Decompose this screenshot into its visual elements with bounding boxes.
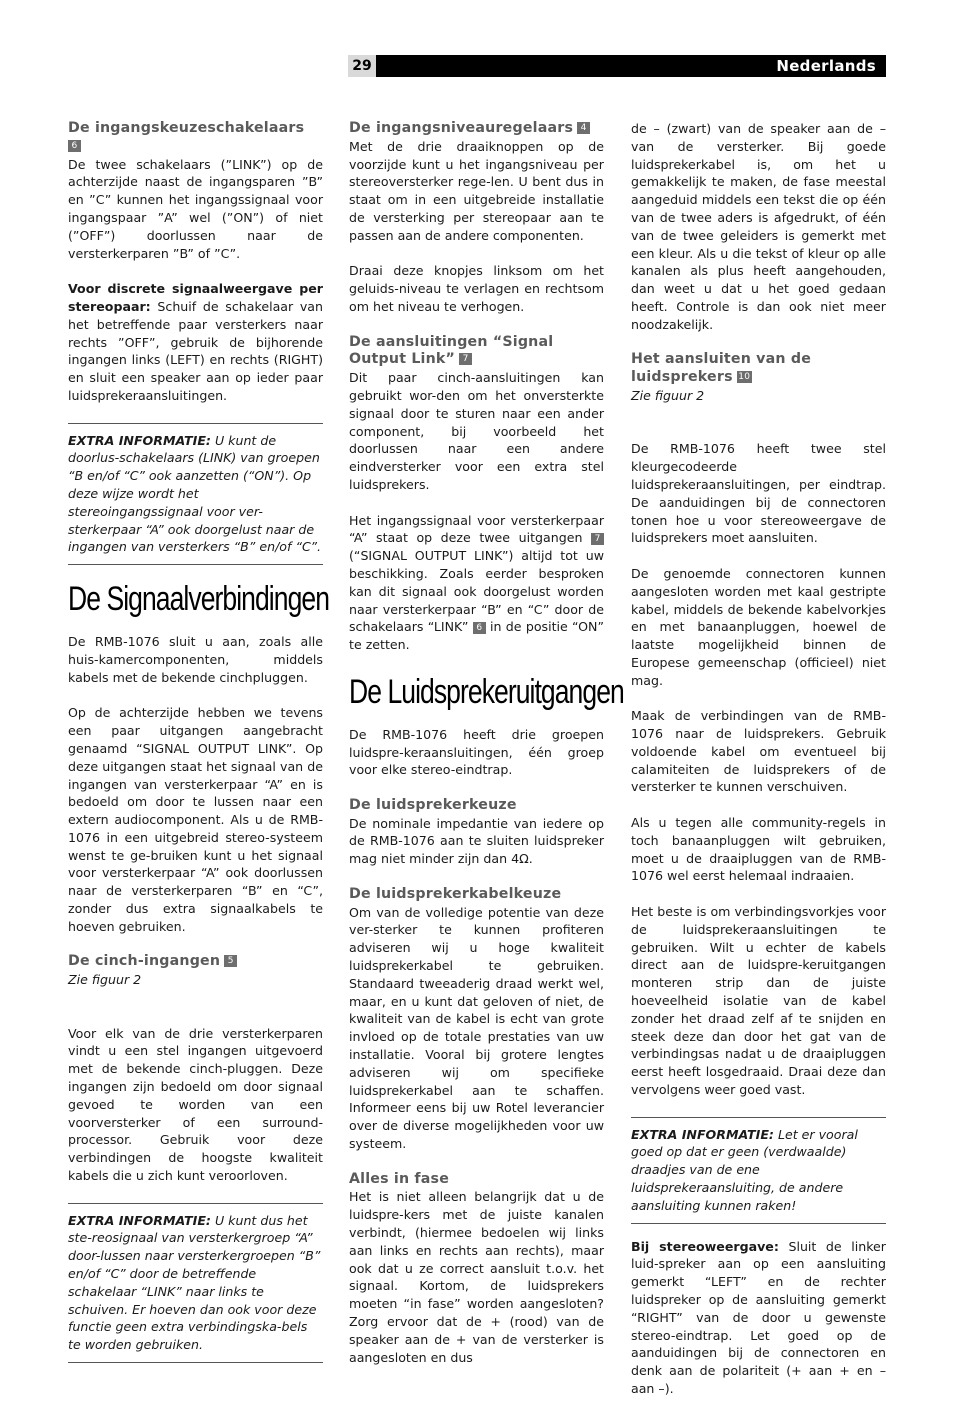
section-heading: De ingangsniveauregelaars 4 [349, 120, 604, 138]
paragraph: Maak de verbindingen van de RMB-1076 naar de luidsprekers. Gebruik voldoende kabel om eventueel bij calamiteiten de luidsprekers of de versterker te kunnen verschuiven. [631, 708, 886, 795]
paragraph: Het beste is om verbindingsvorkjes voor de luidsprekeraansluitingen te gebruiken. Wilt u echter de kabels direct aan de luidspre-keruitgangen monteren strip dan de juiste hoeveelheid isolatie van de kabel zonder het draad zelf af te snijden en steek deze dan door het gat van de verbindingsas nadat u de draaipluggen eerst heeft losgedraaid. Draai deze dan vervolgens weer goed vast. [631, 904, 886, 1098]
paragraph: De RMB-1076 sluit u aan, zoals alle huis-kamercomponenten, middels kabels met de bekende cinchpluggen. [68, 634, 323, 685]
paragraph: Dit paar cinch-aansluitingen kan gebruikt wor-den om het onversterkte signaal door te sturen naar een ander component, bij voorbeeld het doorlussen naar een andere eindversterker voor een extra stel luidsprekers. [349, 370, 604, 492]
note-label: EXTRA INFORMATIE: [68, 432, 211, 448]
note-label: EXTRA INFORMATIE: [631, 1126, 774, 1142]
figure-reference-badge: 10 [738, 372, 751, 383]
section-heading: De ingangskeuzeschakelaars 6 [68, 120, 305, 151]
paragraph: Voor elk van de drie versterkerparen vindt u een stel ingangen uitgevoerd met de bekende cinch-pluggen. Deze ingangen zijn bedoeld om door signaal gevoed te worden van een voorversterker of een surround-processor. Gebruik voor deze verbindingen de hoogste kwaliteit kabels die u zich kunt veroorloven. [68, 1025, 323, 1184]
paragraph: Draai deze knopjes linksom om het geluids-niveau te verlagen en rechtsom om het niveau te verhogen. [349, 263, 604, 314]
column-3 [631, 120, 886, 1416]
paragraph: de – (zwart) van de speaker aan de – van de versterker. Bij goede luidsprekerkabel is, om het u gemakkelijk te maken, de fase meestal aangeduid middels een tekst die op één van de twee aders is afgedrukt, of één van de twee geleiders is gemerkt met een kleur. Als u die tekst of kleur op alle kanalen als plus heeft aangehouden, dan weet u dat u het goed gedaan heeft. Controle is dan ook niet meer noodzakelijk. [631, 121, 886, 332]
figure-caption: Zie figuur 2 [68, 972, 142, 988]
language-label: Nederlands [776, 57, 876, 75]
paragraph: Op de achterzijde hebben we tevens een paar uitgangen aangebracht genaamd “SIGNAL OUTPUT LINK”. Op deze uitgangen staat het signaal van de ingangen van versterkerpaar “A” en is bedoeld om door te lussen naar een extern audiocomponent. Als u de RMB-1076 in een uitgebreid stereo-systeem wenst te ge-bruiken kunt u het signaal voor versterkerpaar “A” ook doorlussen naar de versterkerparen “B” en “C”, zonder dus extra signaalkabels te hoeven gebruiken. [68, 705, 323, 934]
paragraph: De RMB-1076 heeft drie groepen luidspre-keraansluitingen, één groep voor elke stereo-eindtrap. [349, 726, 604, 778]
section-heading: De aansluitingen “Signal Output Link” 7 [349, 333, 554, 368]
section-heading: Het aansluiten van de luidsprekers 10 [631, 351, 812, 386]
figure-reference-badge: 6 [68, 140, 81, 152]
paragraph: Om van de volledige potentie van deze ver-sterker te kunnen profiteren adviseren wij u hoge kwaliteit luidsprekerkabel te gebruiken. Standaard tweeaderig draad werkt wel, maar, en u kunt dat geloven of niet, de kwaliteit van de kabel is echt van grote invloed op de totale prestaties van uw installatie. Vooral bij grotere lengtes adviseren wij om specifieke luidsprekerkabel aan te schaffen. Informeer eens bij uw Rotel leverancier over de diverse mogelijkheden voor uw systeem. [349, 904, 604, 1152]
paragraph: Het is niet alleen belangrijk dat u de luidspre-kers met de juiste kanalen verbindt, (hiermee bedoelen wij links aan links en rechts aan rechts), maar ook dat u ze correct aansluit t.o.v. het signaal. Kortom, de luidsprekers moeten “in fase” worden aangesloten? Zorg ervoor dat de + (rood) van de speaker aan de + van de versterker is aangesloten en dus [349, 1189, 604, 1365]
page-number: 29 [348, 55, 376, 77]
paragraph: De genoemde connectoren kunnen aangesloten worden met kaal gestripte kabel, middels de bekende kabelvorkjes en met banaanpluggen, hoewel de laatste mogelijkheid binnen de Europese gemeenschap (officieel) niet mag. [631, 565, 886, 688]
paragraph: De RMB-1076 heeft twee stel kleurgecodeerde luidsprekeraansluitingen, per eindtrap. De aanduidingen bij de connectoren tonen hoe u voor stereoweergave de luidsprekers moet aansluiten. [631, 441, 886, 546]
paragraph: Met de drie draaiknoppen op de voorzijde kunt u het ingangsniveau per stereoversterker rege-len. U bent dus in staat om in een uitgebreide installatie de versterking per stereopaar aan te passen aan de andere componenten. [349, 138, 604, 243]
bold-lead: Voor discrete signaalweergave per stereopaar: [68, 281, 323, 314]
extra-info-note: EXTRA INFORMATIE: U kunt dus het ste-reosignaal van versterkergroep “A” door-lussen naar versterkergroepen “B” en/of “C” door de betreffende schakelaar “LINK” naar links te schuiven. Er hoeven dan ook voor deze functie geen extra verbindingska-bels te worden gebruiken. [68, 1203, 323, 1363]
paragraph: Het ingangssignaal voor versterkerpaar “A” staat op deze twee uitgangen 7 (“SIGNAL OUTPUT LINK”) altijd tot uw beschikking. Zoals eerder besproken kan dit signaal ook doorgelust worden naar versterkerpaar “B” en “C” door de schakelaars “LINK” 6 in de positie “ON” te zetten. [349, 512, 604, 653]
paragraph: De twee schakelaars (”LINK”) op de achterzijde naast de ingangsparen ”B” en ”C” kunnen het ingangssignaal voor ingangspaar ”A” wel (”ON”) of niet (”OFF”) doorlussen naar de versterkerparen ”B” of ”C”. [68, 156, 323, 261]
figure-reference-badge: 4 [577, 122, 590, 134]
extra-info-note: EXTRA INFORMATIE: Let er vooral goed op dat er geen (verdwaalde) draadjes van de ene luidsprekeraansluiting, de andere aansluiting kunnen raken! [631, 1117, 886, 1224]
column-2 [349, 120, 624, 1384]
figure-reference-badge: 7 [591, 533, 604, 545]
bold-lead: Bij stereoweergave: [631, 1238, 779, 1254]
paragraph: Als u tegen alle community-regels in toch banaanpluggen wilt gebruiken, moet u de draaipluggen van de RMB-1076 wel eerst helemaal indraaien. [631, 815, 886, 884]
paragraph: Voor discrete signaalweergave per stereopaar: Schuif de schakelaar van het betreffende paar versterkers naar rechts ”OFF”, gebruik de bijhorende ingangen links (LEFT) en rechts (RIGHT) en sluit een speaker aan op ieder paar luidsprekeraansluitingen. [68, 281, 323, 403]
section-heading: De cinch-ingangen 5 [68, 953, 323, 971]
note-label: EXTRA INFORMATIE: [68, 1212, 211, 1228]
figure-caption: Zie figuur 2 [631, 387, 705, 403]
figure-reference-badge: 7 [459, 353, 472, 365]
paragraph: De nominale impedantie van iedere op de RMB-1076 aan te sluiten luidspreker mag niet minder zijn dan 4Ω. [349, 815, 604, 867]
figure-reference-badge: 6 [473, 622, 486, 634]
extra-info-note: EXTRA INFORMATIE: U kunt de doorlus-schakelaars (LINK) van groepen “B en/of “C” ook aanzetten (“ON”). Op deze wijze wordt het stereoingangssignaal voor ver-sterkerpaar “A” ook doorgelust naar de ingangen van versterkers “B” en/of “C”. [68, 423, 323, 566]
chapter-title: De Luidsprekeruitgangen [349, 672, 624, 711]
section-heading: De luidsprekerkabelkeuze [349, 885, 562, 902]
column-1 [68, 120, 330, 1377]
section-heading: De luidsprekerkeuze [349, 796, 517, 813]
page-header [348, 55, 886, 77]
paragraph: Bij stereoweergave: Sluit de linker luid-spreker aan op een aansluiting gemerkt “LEFT” en de rechter luidspreker op de aansluiting gemerkt “RIGHT” van de door u gewenste stereo-eindtrap. Let goed op de aanduidingen bij de connectoren en denk aan de polariteit (+ aan + en – aan –). [631, 1238, 886, 1396]
section-heading: Alles in fase [349, 1170, 450, 1187]
chapter-title: De Signaalverbindingen [68, 580, 330, 619]
figure-reference-badge: 5 [224, 955, 237, 967]
